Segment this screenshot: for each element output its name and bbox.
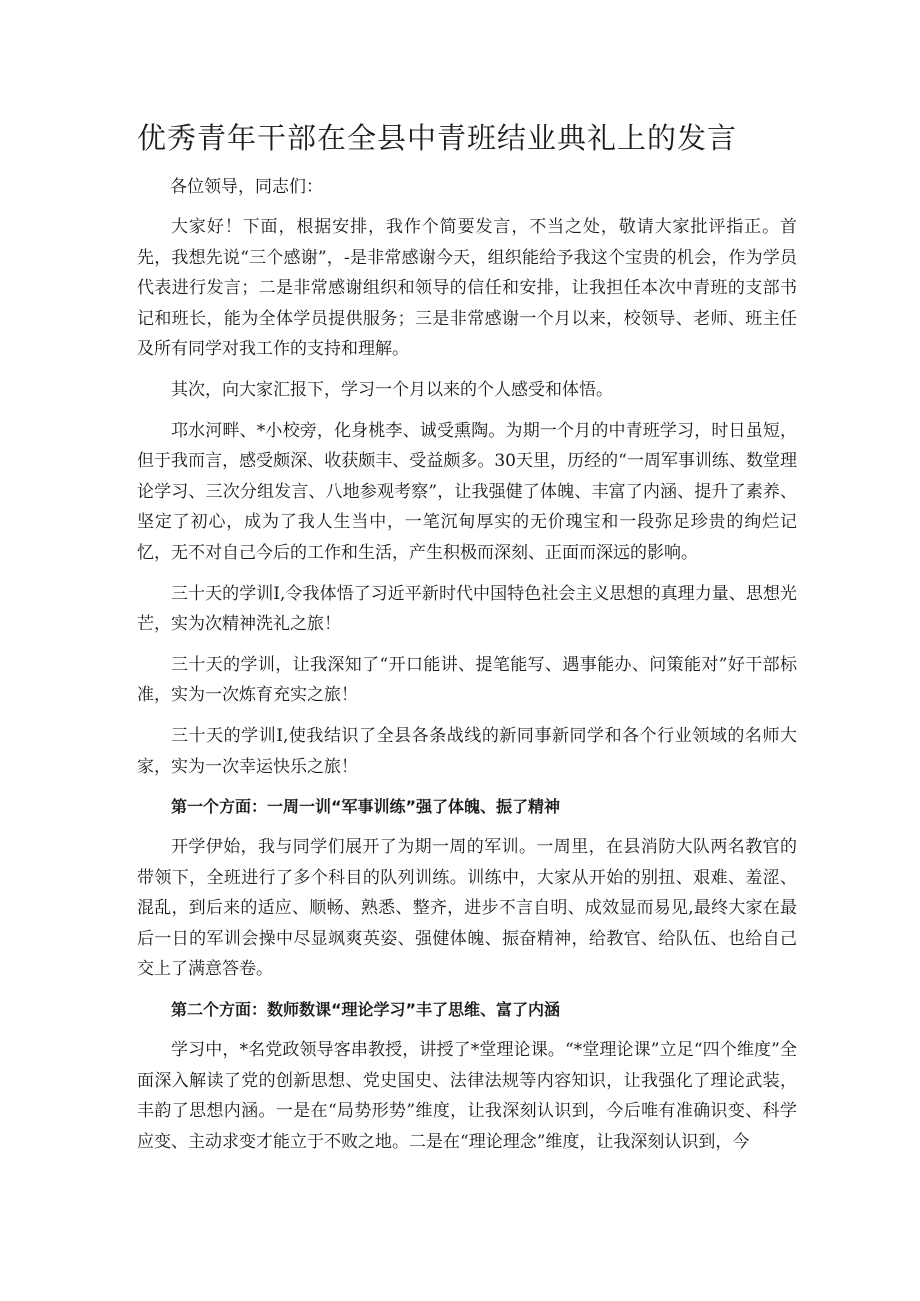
document-page [137,118,797,1167]
paragraph: 三十天的学训，让我深知了“开口能讲、提笔能写、遇事能办、问策能对”好干部标准，实为一次炼育充实之旅！ [137,654,797,706]
section-heading: 第一个方面：一周一训“军事训练”强了体魄、振了精神 [171,797,561,817]
paragraph: 大家好！下面，根据安排，我作个简要发言，不当之处，敬请大家批评指正。首先，我想先说“三个感谢”，-是非常感谢今天，组织能给予我这个宝贵的机会，作为学员代表进行发言；二是非常感谢组织和领导的信任和安排，让我担任本次中青班的支部书记和班长，能为全体学员提供服务；三是非常感谢一个月以来，校领导、老师、班主任及所有同学对我工作的支持和理解。 [137,217,797,360]
paragraph: 学习中，*名党政领导客串教授，讲授了*堂理论课。“*堂理论课”立足“四个维度”全面深入解读了党的创新思想、党史国史、法律法规等内容知识，让我强化了理论武装，丰韵了思想内涵。一是在“局势形势”维度，让我深刻认识到，今后唯有准确识变、科学应变、主动求变才能立于不败之地。二是在“理论理念”维度，让我深刻认识到，今 [137,1040,797,1152]
paragraph: 其次，向大家汇报下，学习一个月以来的个人感受和体悟。 [171,379,613,400]
paragraph: 三十天的学训I,使我结识了全县各条战线的新同事新同学和各个行业领域的名师大家，实为一次幸运快乐之旅！ [137,725,797,777]
paragraph: 开学伊始，我与同学们展开了为期一周的军训。一周里，在县消防大队两名教官的带领下，全班进行了多个科目的队列训练。训练中，大家从开始的别扭、艰难、羞涩、混乱，到后来的适应、顺畅、熟悉、整齐，进步不言自明、成效显而易见,最终大家在最后一日的军训会操中尽显飒爽英姿、强健体魄、振奋精神，给教官、给队伍、也给自己交上了满意答卷。 [137,837,797,980]
paragraph: 邛水河畔、*小校旁，化身桃李、诚受熏陶。为期一个月的中青班学习，时日虽短，但于我而言，感受颇深、收获颇丰、受益颇多。30天里，历经的“一周军事训练、数堂理论学习、三次分组发言、八地参观考察”，让我强健了体魄、丰富了内涵、提升了素养、坚定了初心，成为了我人生当中，一笔沉甸厚实的无价瑰宝和一段弥足珍贵的绚烂记忆，无不对自己今后的工作和生活，产生积极而深刻、正面而深远的影响。 [137,420,797,563]
paragraph: 三十天的学训I,令我体悟了习近平新时代中国特色社会主义思想的真理力量、思想光芒，实为次精神洗礼之旅！ [137,583,797,635]
salutation: 各位领导，同志们： [170,177,323,197]
section-heading: 第二个方面：数师数课“理论学习”丰了思维、富了内涵 [171,1000,561,1020]
document-title: 优秀青年干部在全县中青班结业典礼上的发言 [137,121,738,155]
